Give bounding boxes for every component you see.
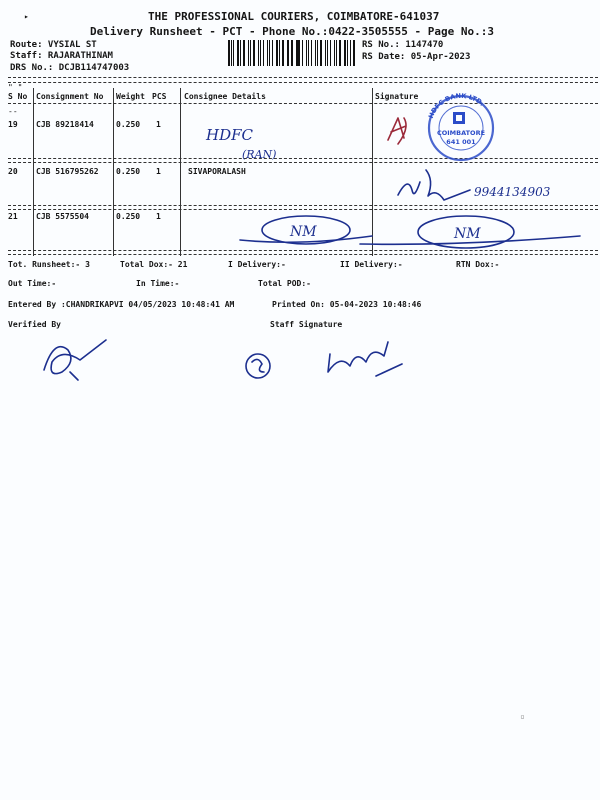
- route-field: Route: VYSIAL ST: [10, 40, 97, 50]
- row21-sno: 21: [8, 212, 18, 221]
- total-dox: Total Dox:- 21: [120, 260, 188, 269]
- row19-consignment: CJB 89218414: [36, 120, 94, 129]
- stamp-city: COIMBATORE: [436, 129, 486, 137]
- row19-weight: 0.250: [116, 120, 141, 129]
- tot-runsheet: Tot. Runsheet:- 3: [8, 260, 90, 269]
- rtn-dox: RTN Dox:-: [456, 260, 500, 269]
- rs-date-field: RS Date: 05-Apr-2023: [362, 52, 471, 62]
- handwriting-nm-2: NM: [454, 226, 481, 242]
- entered-by: Entered By :CHANDRIKAPVI 04/05/2023 10:48:41 AM: [8, 300, 235, 309]
- scan-mark: ▸: [24, 12, 29, 21]
- header-signature: Signature: [375, 92, 419, 101]
- handwriting-hdfc: HDFC: [206, 126, 253, 144]
- header-pcs: PCS: [152, 92, 167, 101]
- row19-sno: 19: [8, 120, 18, 129]
- verified-by-label: Verified By: [8, 320, 61, 329]
- row-dash-mark: --: [8, 107, 18, 116]
- row21-consignment: CJB 5575504: [36, 212, 89, 221]
- i-delivery: I Delivery:-: [228, 260, 286, 269]
- header-weight: Weight: [116, 92, 145, 101]
- row20-weight: 0.250: [116, 167, 141, 176]
- staff-signature-label: Staff Signature: [270, 320, 343, 329]
- row20-consignee: SIVAPORALASH: [188, 167, 246, 176]
- header-sno: S No: [8, 92, 28, 101]
- drs-field: DRS No.: DCJB114747003: [10, 63, 130, 73]
- stamp-pin: 641 001: [446, 138, 476, 146]
- row19-pcs: 1: [156, 120, 161, 129]
- ii-delivery: II Delivery:-: [340, 260, 403, 269]
- out-time: Out Time:-: [8, 279, 57, 288]
- handwriting-phone: 9944134903: [474, 185, 551, 199]
- in-time: In Time:-: [136, 279, 180, 288]
- rs-no-field: RS No.: 1147470: [362, 40, 444, 50]
- row20-pcs: 1: [156, 167, 161, 176]
- staff-field: Staff: RAJARATHINAM: [10, 51, 113, 61]
- header-consignee: Consignee Details: [184, 92, 266, 101]
- header-consignment: Consignment No: [36, 92, 104, 101]
- total-pod: Total POD:-: [258, 279, 311, 288]
- row20-consignment: CJB 516795262: [36, 167, 99, 176]
- handwriting-nm-1: NM: [290, 224, 317, 240]
- stamp-bank-name: HDFC BANK LTD.: [426, 91, 486, 120]
- row21-pcs: 1: [156, 212, 161, 221]
- company-title: THE PROFESSIONAL COURIERS, COIMBATORE-641037: [148, 10, 440, 23]
- printed-on: Printed On: 05-04-2023 10:48:46: [272, 300, 422, 309]
- row21-weight: 0.250: [116, 212, 141, 221]
- rule-marks: " ": [8, 83, 23, 92]
- handwriting-ran: (RAN): [242, 148, 277, 161]
- row20-sno: 20: [8, 167, 18, 176]
- runsheet-subtitle: Delivery Runsheet - PCT - Phone No.:0422-3505555 - Page No.:3: [90, 25, 494, 38]
- corner-mark: ▫: [520, 712, 525, 721]
